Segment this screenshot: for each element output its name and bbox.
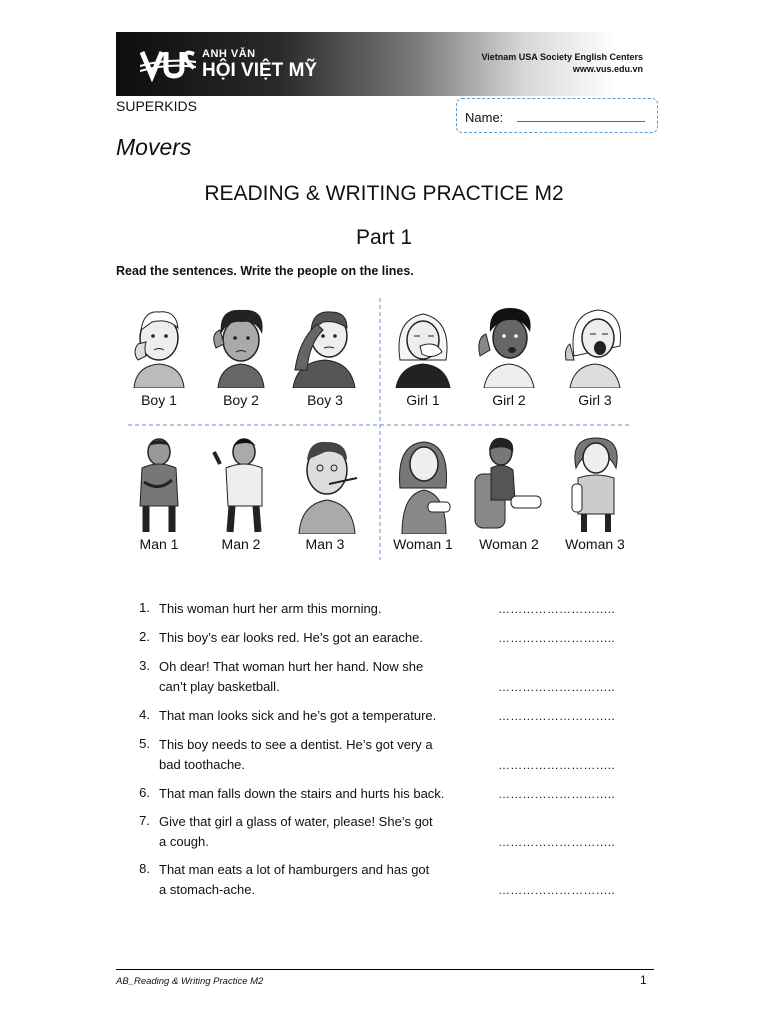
boy-toothache-illustration: [124, 300, 194, 388]
page-title: READING & WRITING PRACTICE M2: [204, 182, 564, 205]
question-number: 7.: [139, 813, 150, 828]
label-boy-1: Boy 1: [141, 392, 177, 408]
question-text-line-1: That man eats a lot of hamburgers and has got: [159, 862, 430, 877]
picture-girl-3: [552, 300, 638, 408]
label-boy-3: Boy 3: [307, 392, 343, 408]
picture-girl-2: [466, 300, 552, 408]
question-text: This woman hurt her arm this morning.: [159, 601, 382, 616]
label-man-3: Man 3: [305, 536, 345, 552]
question-number: 1.: [139, 600, 150, 615]
boy-headache-illustration: [287, 300, 363, 388]
girl-sore-throat-illustration: [560, 300, 630, 388]
label-woman-3: Woman 3: [565, 536, 625, 552]
logo-title-bottom: HỘI VIỆT MỸ: [202, 60, 318, 81]
picture-boy-1: [116, 300, 202, 408]
picture-woman-3: [552, 434, 638, 552]
label-man-2: Man 2: [221, 536, 261, 552]
name-field[interactable]: [456, 98, 658, 133]
picture-grid: [116, 298, 634, 560]
question-text: That man looks sick and he’s got a temperature.: [159, 708, 437, 723]
picture-man-2: [198, 434, 284, 552]
answer-blank[interactable]: ………………………..: [498, 835, 615, 849]
page-number: 1: [640, 973, 647, 987]
label-boy-2: Boy 2: [223, 392, 259, 408]
level-label: SUPERKIDS: [116, 98, 197, 114]
question-number: 2.: [139, 629, 150, 644]
label-girl-1: Girl 1: [406, 392, 440, 408]
level-subtitle: Movers: [116, 134, 192, 160]
picture-woman-1: [380, 434, 466, 552]
question-text-line-2: a stomach-ache.: [159, 882, 256, 897]
woman-hurt-arm-illustration: [560, 434, 630, 534]
question-text-line-1: Give that girl a glass of water, please! She’s got: [159, 814, 433, 829]
man-backache-illustration: [206, 434, 276, 534]
question-text-line-2: a cough.: [159, 834, 209, 849]
question-number: 3.: [139, 658, 150, 673]
label-woman-1: Woman 1: [393, 536, 453, 552]
girl-cough-illustration: [474, 300, 544, 388]
question-number: 6.: [139, 785, 150, 800]
question-text-line-2: bad toothache.: [159, 757, 246, 772]
woman-hurt-hand-illustration: [388, 434, 458, 534]
answer-blank[interactable]: ………………………..: [498, 709, 615, 723]
woman-hurt-leg-illustration: [471, 434, 547, 534]
question-text: That man falls down the stairs and hurts his back.: [159, 786, 445, 801]
label-girl-3: Girl 3: [578, 392, 612, 408]
label-girl-2: Girl 2: [492, 392, 526, 408]
man-temperature-illustration: [287, 434, 363, 534]
footer-divider: [116, 969, 654, 970]
instruction-text: Read the sentences. Write the people on the lines.: [116, 264, 414, 278]
girl-cold-illustration: [388, 300, 458, 388]
boy-earache-illustration: [206, 300, 276, 388]
question-text: This boy’s ear looks red. He’s got an earache.: [159, 630, 423, 645]
question-number: 8.: [139, 861, 150, 876]
answer-blank[interactable]: ………………………..: [498, 680, 615, 694]
footer-text: AB_Reading & Writing Practice M2: [116, 976, 264, 987]
picture-man-3: [282, 434, 368, 552]
picture-man-1: [116, 434, 202, 552]
header-banner: [116, 32, 661, 96]
label-woman-2: Woman 2: [479, 536, 539, 552]
picture-woman-2: [466, 434, 552, 552]
answer-blank[interactable]: ………………………..: [498, 787, 615, 801]
part-title: Part 1: [355, 226, 413, 249]
question-text-line-1: Oh dear! That woman hurt her hand. Now she: [159, 659, 424, 674]
answer-blank[interactable]: ………………………..: [498, 602, 615, 616]
answer-blank[interactable]: ………………………..: [498, 883, 615, 897]
vus-logo-icon: [140, 46, 196, 82]
name-label: Name:: [465, 110, 504, 125]
label-man-1: Man 1: [139, 536, 179, 552]
question-number: 5.: [139, 736, 150, 751]
question-text-line-2: can’t play basketball.: [159, 679, 280, 694]
question-number: 4.: [139, 707, 150, 722]
logo-title-top: ANH VĂN: [202, 48, 256, 60]
answer-blank[interactable]: ………………………..: [498, 758, 615, 772]
answer-blank[interactable]: ………………………..: [498, 631, 615, 645]
organization-website: www.vus.edu.vn: [572, 64, 643, 74]
picture-boy-3: [282, 300, 368, 408]
organization-name: Vietnam USA Society English Centers: [481, 52, 643, 62]
name-input-line[interactable]: [517, 121, 645, 122]
picture-boy-2: [198, 300, 284, 408]
man-stomach-ache-illustration: [124, 434, 194, 534]
picture-girl-1: [380, 300, 466, 408]
question-text-line-1: This boy needs to see a dentist. He’s got very a: [159, 737, 433, 752]
